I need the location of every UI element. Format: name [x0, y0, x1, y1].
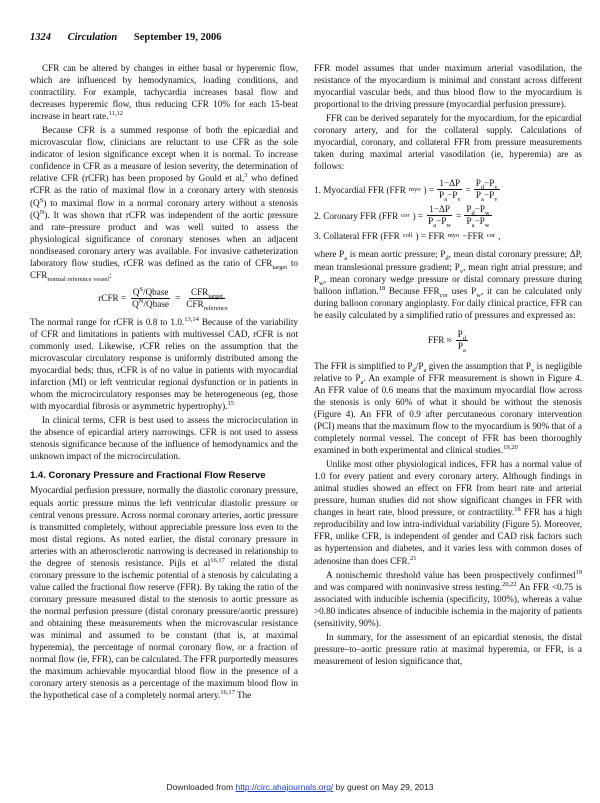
citation: 13,14: [184, 315, 199, 323]
citation: 19,20: [503, 444, 518, 452]
paragraph: [30, 484, 298, 701]
equation-lhs: rCFR =: [98, 293, 127, 304]
journal-link[interactable]: http://circ.ahajournals.org/: [235, 782, 334, 792]
subscript: target: [272, 263, 288, 271]
numerator: $Q^S$/Qbase: [132, 285, 169, 297]
text: ). It was shown that rCFR was independent of the aortic pressure and rate–pressure product and was well suited to assess the physiological significance of coronary stenoses when an adjacent nondiseased coronary artery was available. For invasive catheterization laboratory flow studies, rCFR was defined as the ratio of CFR: [30, 209, 298, 268]
myocardial-ffr-equation: 1. Myocardial FFR (FFR myo ) = $\frac{1-\Delta P}{P_a-P_v}$ = $\frac{P_d-P_v}{P_a-P_v}$: [314, 178, 498, 204]
text: Because of the variability of CFR and limitations in patients with multivessel CAD, rCFR is not commonly used. Likewise, rCFR relies on the assumption that the microvascular circulatory response is uniformly distributed among the myocardial beds; thus, rCFR is of no value in patients with myocardial infarction (MI) or left ventricular regional dysfunction or in patients in whom the microcirculatory responses may be heterogeneous (eg, those with myocardial fibrosis or asymmetric hypertrophy).: [30, 316, 299, 412]
paragraph: [30, 414, 298, 462]
text: ) to maximal flow in a normal coronary artery without a stenosis (Q: [30, 197, 298, 220]
text: who defined rCFR as the ratio of maximal flow in a coronary artery with stenosis (Q: [30, 173, 298, 208]
text: Myocardial perfusion pressure, normally the diastolic coronary pressure, equals aortic pressure minus the left ventricular diastolic pressure or central venous pressure. Across normal coronary arteries, aortic pressure is transmitted completely, without appreciable pressure loss even to the most distal regions. As noted earlier, the distal coronary pressure in arteries with an atherosclerotic narrowing is decreased in relationship to the degree of stenosis resistance. Pijls et al: [30, 485, 298, 568]
citation: 3: [244, 172, 248, 180]
text: Because CFR is a summed response of both the epicardial and microvascular flow, clinicians are reluctant to use CFR as the sole indicator of lesion significance except when it is normal. To increase confidence in CFR as a measure of lesion severity, the determination of relative CFR (rCFR) has been proposed by Gould et al,: [30, 125, 298, 184]
citation: 19: [575, 568, 582, 576]
citation: 15: [227, 400, 234, 408]
text: :: [109, 269, 112, 280]
paragraph: [30, 124, 298, 281]
download-footer: [0, 782, 600, 792]
fraction: [130, 287, 171, 310]
paragraph: where $P_a$ is mean aortic pressure; $P_d$, mean distal coronary pressure; ΔP, mean translesional pressure gradient; $P_v$, mean right atrial pressure; and $P_w$, mean coronary wedge pressure or distal coronary pressure during balloon inflation.$^{18}$ Because $FFR_{cor}$ uses $P_w$, it can be calculated only during balloon coronary angioplasty. For daily clinical practice, FFR can be easily calculated by a simplified ratio of pressures and expressed as:: [314, 249, 582, 320]
superscript: N: [39, 208, 45, 216]
text: In clinical terms, CFR is best used to assess the microcirculation in the absence of epicardial artery narrowings. CFR is not used to assess stenosis significance because of the influence of hemodynamics and the unknown impact of the microcirculation.: [30, 415, 298, 462]
numerator: $CFR_{target}$: [190, 286, 223, 300]
denominator: $Q^N$/Qbase: [132, 297, 170, 309]
text: to CFR: [30, 257, 298, 280]
left-column: [30, 62, 298, 703]
issue-date: September 19, 2006: [133, 32, 222, 43]
citation: 16,17: [220, 689, 235, 697]
superscript: S: [39, 196, 44, 204]
paragraph: [314, 62, 582, 110]
denominator: $CFR_{reference}$: [186, 298, 228, 312]
simplified-ffr-equation: FFR ≈ $\frac{P_d}{P_a}$: [427, 328, 467, 354]
citation: 18: [514, 506, 521, 514]
citation: 11,12: [108, 110, 123, 118]
paragraph: The FFR is simplified to $P_d/P_a$ given the assumption that $P_v$ is negligible relative to $P_a$. An example of FFR measurement is shown in Figure 4. An FFR value of 0.6 means that the maximum myocardial flow across the stenosis is only 60% of what it should be without the stenosis (Figure 4). An FFR of 0.9 after percutaneous coronary intervention (PCI) means that the maximum flow to the myocardium is 90% that of a completely normal vessel. The concept of FFR has been thoroughly examined in both experimental and clinical studies.$^{19,20}$: [314, 360, 582, 456]
footer-text: Downloaded from: [166, 782, 236, 792]
paragraph: [30, 62, 298, 122]
text: CFR can be altered by changes in either basal or hyperemic flow, which are influenced by hemodynamics, loading conditions, and contractility. For example, tachycardia increases basal flow and decreases hyperemic flow, thus reducing CFR 10% for each 15-beat increase in heart rate.: [30, 63, 298, 122]
collateral-ffr-equation: 3. Collateral FFR (FFR coll ) = FFR myo −FFR cor ,: [314, 231, 501, 242]
journal-name: Circulation: [67, 32, 118, 43]
paragraph: A nonischemic threshold value has been prospectively confirmed$^{19}$ and was compared with noninvasive stress testing.$^{20,22}$ An FFR <0.75 is associated with inducible ischemia (specificity, 100%), whereas a value >0.80 indicates absence of inducible ischemia in the majority of patients (sensitivity, 90%).: [314, 568, 582, 628]
citation: 16,17: [210, 556, 225, 564]
footer-text: by guest on May 29, 2013: [333, 782, 434, 792]
coronary-ffr-equation: 2. Coronary FFR (FFR cor ) = $\frac{1-\Delta P}{P_a-P_w}$ = $\frac{P_d-P_w}{P_a-P_w}$: [314, 204, 490, 230]
citation: 20,22: [502, 580, 517, 588]
text: related the distal coronary pressure to the ischemic potential of a stenosis by calculating a value called the fractional flow reserve (FFR). By taking the ratio of the coronary pressure measured distal to the stenosis to aortic pressure as the normal perfusion pressure (distal coronary pressure/aortic pressure) and obtaining these measurements when the microvascular resistance was minimal and assumed to be constant (that is, at maximal hyperemia), the percentage of normal coronary flow, or a fraction of normal flow (ie, FFR), can be calculated. The FFR purportedly measures the maximum achievable myocardial blood flow in the presence of a coronary artery stenosis as a percentage of the maximum blood flow in the hypothetical case of a completely normal artery.: [30, 557, 298, 701]
paragraph: [30, 316, 298, 412]
section-heading: 1.4. Coronary Pressure and Fractional Flow Reserve: [30, 470, 266, 482]
citation: 21: [409, 554, 417, 562]
text: The: [234, 690, 252, 701]
paragraph: [314, 112, 582, 172]
rcfr-equation: rCFR = $\frac{Q^S/Qbase}{Q^N/Qbase}$ = $\frac{CFR_{target}}{CFR_{reference}}$: [98, 285, 228, 312]
citation: 18: [378, 284, 386, 292]
paragraph: In summary, for the assessment of an epicardial stenosis, the distal pressure–to–aortic pressure ratio at maximal hyperemia, or FFR, is a measurement of lesion significance that,: [314, 631, 582, 666]
page-number: 1324: [30, 32, 51, 43]
running-header: [30, 32, 235, 46]
paragraph: Unlike most other physiological indices, FFR has a normal value of 1.0 for every patient and every coronary artery. Although findings in animal studies showed an effect on FFR from heart rate and arterial pressure, human studies did not show significant changes in FFR with changes in heart rate, blood pressure, or contractility.$^{18}$ FFR has a high reproducibility and low intra-individual variability (Figure 5). Moreover, FFR, unlike CFR, is independent of gender and CAD risk factors such as hypertension and diabetes, and it varies less with common doses of adenosine than does CFR.$^{21}$: [314, 459, 582, 566]
text: The normal range for rCFR is 0.8 to 1.0.: [30, 316, 185, 327]
fraction: [184, 287, 230, 310]
right-column: [314, 62, 582, 669]
text: FFR can be derived separately for the myocardium, for the epicardial coronary artery, and for the collateral supply. Calculations of myocardial, coronary, and collateral FFR from pressure measurements taken during maximal arterial vasodilation (ie, hyperemia) are as follows:: [314, 113, 582, 172]
subscript: normal reference vessel: [47, 275, 110, 283]
text: FFR model assumes that under maximum arterial vasodilation, the resistance of the myocardium is minimal and constant across different myocardial vascular beds, and thus blood flow to the myocardium is proportional to the driving pressure (myocardial perfusion pressure).: [314, 63, 582, 110]
